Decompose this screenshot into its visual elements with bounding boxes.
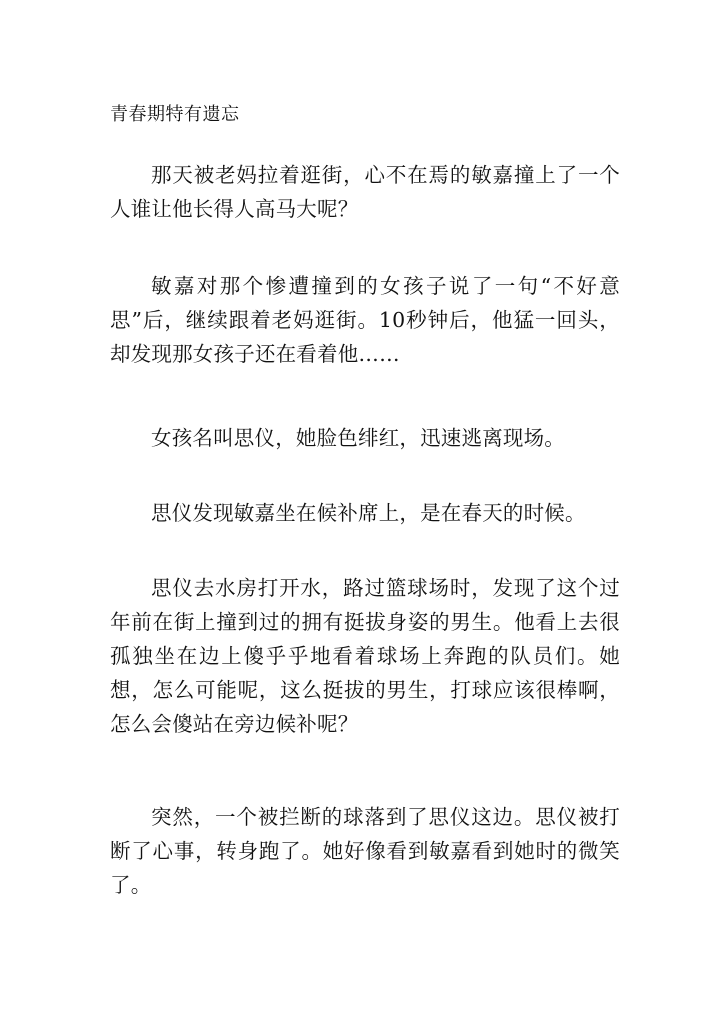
paragraph-4: 思仪发现敏嘉坐在候补席上，是在春天的时候。 <box>151 501 586 525</box>
paragraph-5: 思仪去水房打开水，路过篮球场时，发现了这个过年前在街上撞到过的拥有挺拔身姿的男生。他看上去很孤独坐在边上傻乎乎地看着球场上奔跑的队员们。她想，怎么可能呢，这么挺拔的男生，打球应该很棒啊，怎么会傻站在旁边候补呢？ <box>110 576 620 736</box>
paragraph-1: 那天被老妈拉着逛街，心不在焉的敏嘉撞上了一个人谁让他长得人高马大呢？ <box>110 163 620 221</box>
paragraph-3: 女孩名叫思仪，她脸色绯红，迅速逃离现场。 <box>151 426 565 450</box>
paragraph-2: 敏嘉对那个惨遭撞到的女孩子说了一句“不好意思”后，继续跟着老妈逛街。10秒钟后，他猛一回头，却发现那女孩子还在看着他…… <box>110 274 620 366</box>
paragraph-6: 突然，一个被拦断的球落到了思仪这边。思仪被打断了心事，转身跑了。她好像看到敏嘉看到她时的微笑了。 <box>110 805 620 897</box>
document-title: 青春期特有遗忘 <box>110 104 240 125</box>
